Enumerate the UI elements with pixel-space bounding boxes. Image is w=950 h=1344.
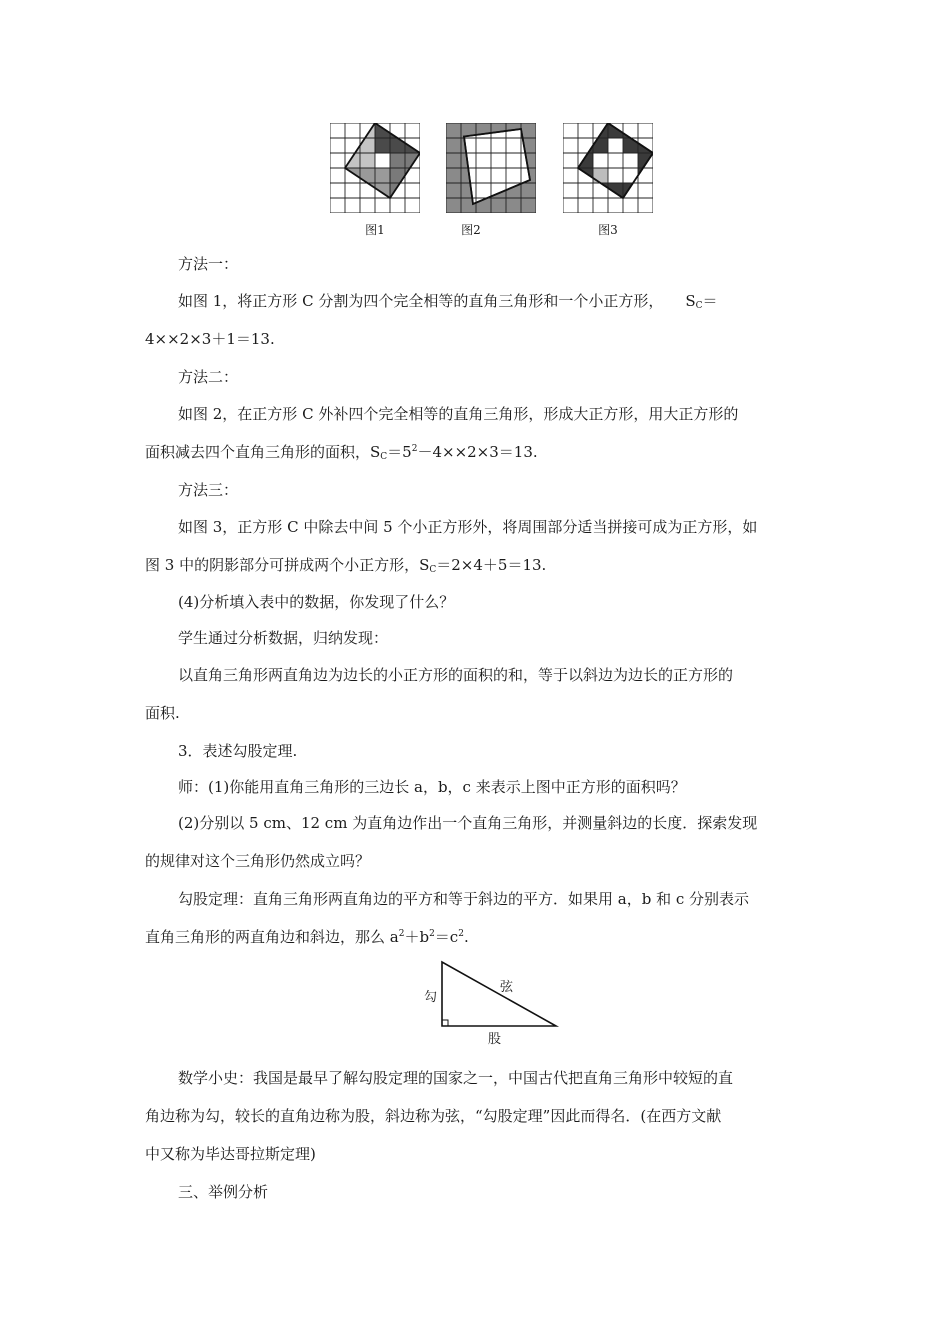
method-3-formula: 图 3 中的阴影部分可拼成两个小正方形，$S_C=2\times 4+5=13$. bbox=[145, 556, 547, 575]
method-2-formula: 面积减去四个直角三角形的面积，$S_C=5^2-4\times\times 2\times 3=13$. bbox=[145, 443, 538, 462]
figure-1-grid bbox=[330, 123, 420, 213]
history-text-3: 中又称为毕达哥拉斯定理) bbox=[145, 1145, 316, 1163]
figure-3-label: 图3 bbox=[598, 223, 618, 237]
method-1-title: 方法一： bbox=[178, 255, 239, 273]
triangle-label-xian: 弦 bbox=[500, 980, 514, 995]
section-3-title: 三、举例分析 bbox=[178, 1183, 269, 1201]
student-discovery: 学生通过分析数据，归纳发现： bbox=[178, 629, 389, 647]
method-3-text: 如图 3，正方形 C 中除去中间 5 个小正方形外，将周围部分适当拼接可成为正方形，如 bbox=[178, 518, 758, 536]
figure-2-grid bbox=[446, 123, 536, 213]
section-3-heading: 3．表述勾股定理. bbox=[178, 742, 298, 760]
right-triangle-diagram bbox=[418, 958, 568, 1048]
figure-3 bbox=[563, 123, 653, 213]
triangle-label-gu: 股 bbox=[488, 1032, 502, 1047]
figure-3-grid bbox=[563, 123, 653, 213]
finding-text: 以直角三角形两直角边为边长的小正方形的面积的和，等于以斜边为边长的正方形的 bbox=[178, 666, 734, 684]
finding-text-cont: 面积. bbox=[145, 704, 180, 722]
theorem-formula: 直角三角形的两直角边和斜边，那么 $a^2+b^2=c^2$. bbox=[145, 928, 469, 946]
theorem-text: 勾股定理：直角三角形两直角边的平方和等于斜边的平方．如果用 a，b 和 c 分别表示 bbox=[178, 890, 750, 908]
history-text: 数学小史：我国是最早了解勾股定理的国家之一，中国古代把直角三角形中较短的直 bbox=[178, 1069, 734, 1087]
method-1-formula: 4××2×3＋1＝13. bbox=[145, 330, 275, 348]
triangle-label-gou: 勾 bbox=[424, 990, 438, 1005]
method-3-title: 方法三： bbox=[178, 481, 239, 499]
teacher-question-2-cont: 的规律对这个三角形仍然成立吗？ bbox=[145, 852, 371, 870]
figure-1-label: 图1 bbox=[365, 223, 385, 237]
question-4: (4)分析填入表中的数据，你发现了什么？ bbox=[178, 593, 455, 611]
teacher-question-2: (2)分别以 5 cm、12 cm 为直角边作出一个直角三角形，并测量斜边的长度．探索发现 bbox=[178, 814, 758, 832]
figure-2 bbox=[446, 123, 536, 213]
figure-row bbox=[330, 123, 660, 239]
method-2-title: 方法二： bbox=[178, 368, 239, 386]
history-text-2: 角边称为勾，较长的直角边称为股，斜边称为弦，“勾股定理”因此而得名．(在西方文献 bbox=[145, 1107, 722, 1125]
teacher-question-1: 师：(1)你能用直角三角形的三边长 a，b，c 来表示上图中正方形的面积吗？ bbox=[178, 778, 686, 796]
figure-1 bbox=[330, 123, 420, 213]
method-2-text: 如图 2，在正方形 C 外补四个完全相等的直角三角形，形成大正方形，用大正方形的 bbox=[178, 405, 739, 423]
method-1-text: 如图 1，将正方形 C 分割为四个完全相等的直角三角形和一个小正方形， $S_C=$ bbox=[178, 292, 718, 311]
figure-2-label: 图2 bbox=[461, 223, 481, 237]
